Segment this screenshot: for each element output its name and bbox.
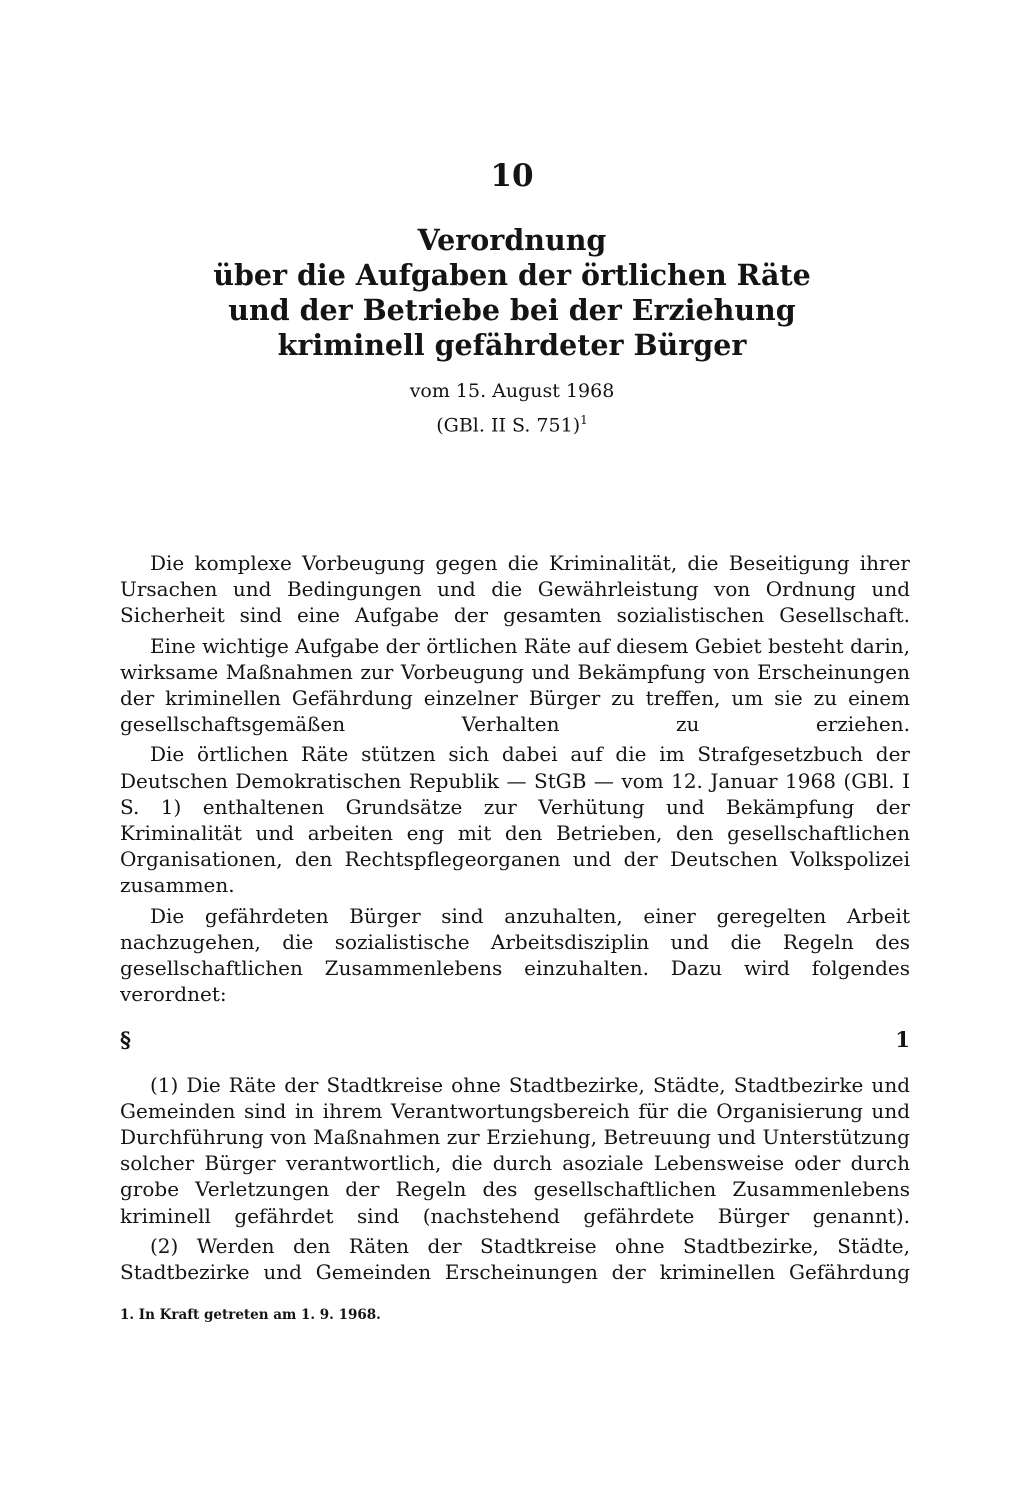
preamble-paragraph: Die komplexe Vorbeugung gegen die Kriminalität, die Beseitigung ihrer Ursachen und Bedingungen und die Gewährleistung von Ordnung und Sicherheit sind eine Aufgabe der gesamten sozialistischen Gesellschaft.	[120, 551, 910, 628]
document-number: 10	[490, 158, 534, 194]
title-line: und der Betriebe bei der Erziehung	[228, 293, 796, 327]
document-title	[0, 223, 1024, 363]
title-line: kriminell gefährdeter Bürger	[277, 328, 747, 362]
title-line: Verordnung	[417, 223, 607, 257]
section-heading: § 1	[120, 1027, 910, 1053]
gazette-reference	[0, 407, 1024, 438]
title-line: über die Aufgaben der örtlichen Räte	[213, 258, 811, 292]
gazette-reference-text: (GBl. II S. 751)	[436, 414, 581, 437]
preamble-paragraph: Eine wichtige Aufgabe der örtlichen Räte auf diesem Gebiet besteht darin, wirksame Maßnahmen zur Vorbeugung und Bekämpfung von Erscheinungen der kriminellen Gefährdung einzelner Bürger zu treffen, um sie zu einem gesellschaftsgemäßen Verhalten zu erziehen.	[120, 633, 910, 737]
section-paragraph: (1) Die Räte der Stadtkreise ohne Stadtbezirke, Städte, Stadtbezirke und Gemeinden sind in ihrem Verantwortungsbereich für die Organisierung und Durchführung von Maßnahmen zur Erziehung, Betreuung und Unterstützung solcher Bürger verantwortlich, die durch asoziale Lebensweise oder durch grobe Verletzungen der Regeln des gesellschaftlichen Zusammenlebens kriminell gefährdet sind (nachstehend gefährdete Bürger genannt).	[120, 1072, 910, 1228]
document-body	[120, 550, 910, 1285]
footnote: 1. In Kraft getreten am 1. 9. 1968.	[120, 1307, 381, 1323]
footnote-marker: 1	[580, 413, 588, 427]
preamble-paragraph: Die örtlichen Räte stützen sich dabei auf die im Strafgesetzbuch der Deutschen Demokratischen Republik — StGB — vom 12. Januar 1968 (GBl. I S. 1) enthaltenen Grundsätze zur Verhütung und Bekämpfung der Kriminalität und arbeiten eng mit den Betrieben, den gesellschaftlichen Organisationen, den Rechtspflegeorganen und der Deutschen Volkspolizei zusammen.	[120, 742, 910, 898]
document-date: vom 15. August 1968	[409, 380, 615, 402]
section-paragraph: (2) Werden den Räten der Stadtkreise ohne Stadtbezirke, Städte, Stadtbezirke und Gemeinden Erscheinungen der kriminellen Gefährdung	[120, 1233, 910, 1285]
preamble-paragraph: Die gefährdeten Bürger sind anzuhalten, einer geregelten Arbeit nachzugehen, die sozialistische Arbeitsdisziplin und die Regeln des gesellschaftlichen Zusammenlebens einzuhalten. Dazu wird folgendes verordnet:	[120, 903, 910, 1007]
